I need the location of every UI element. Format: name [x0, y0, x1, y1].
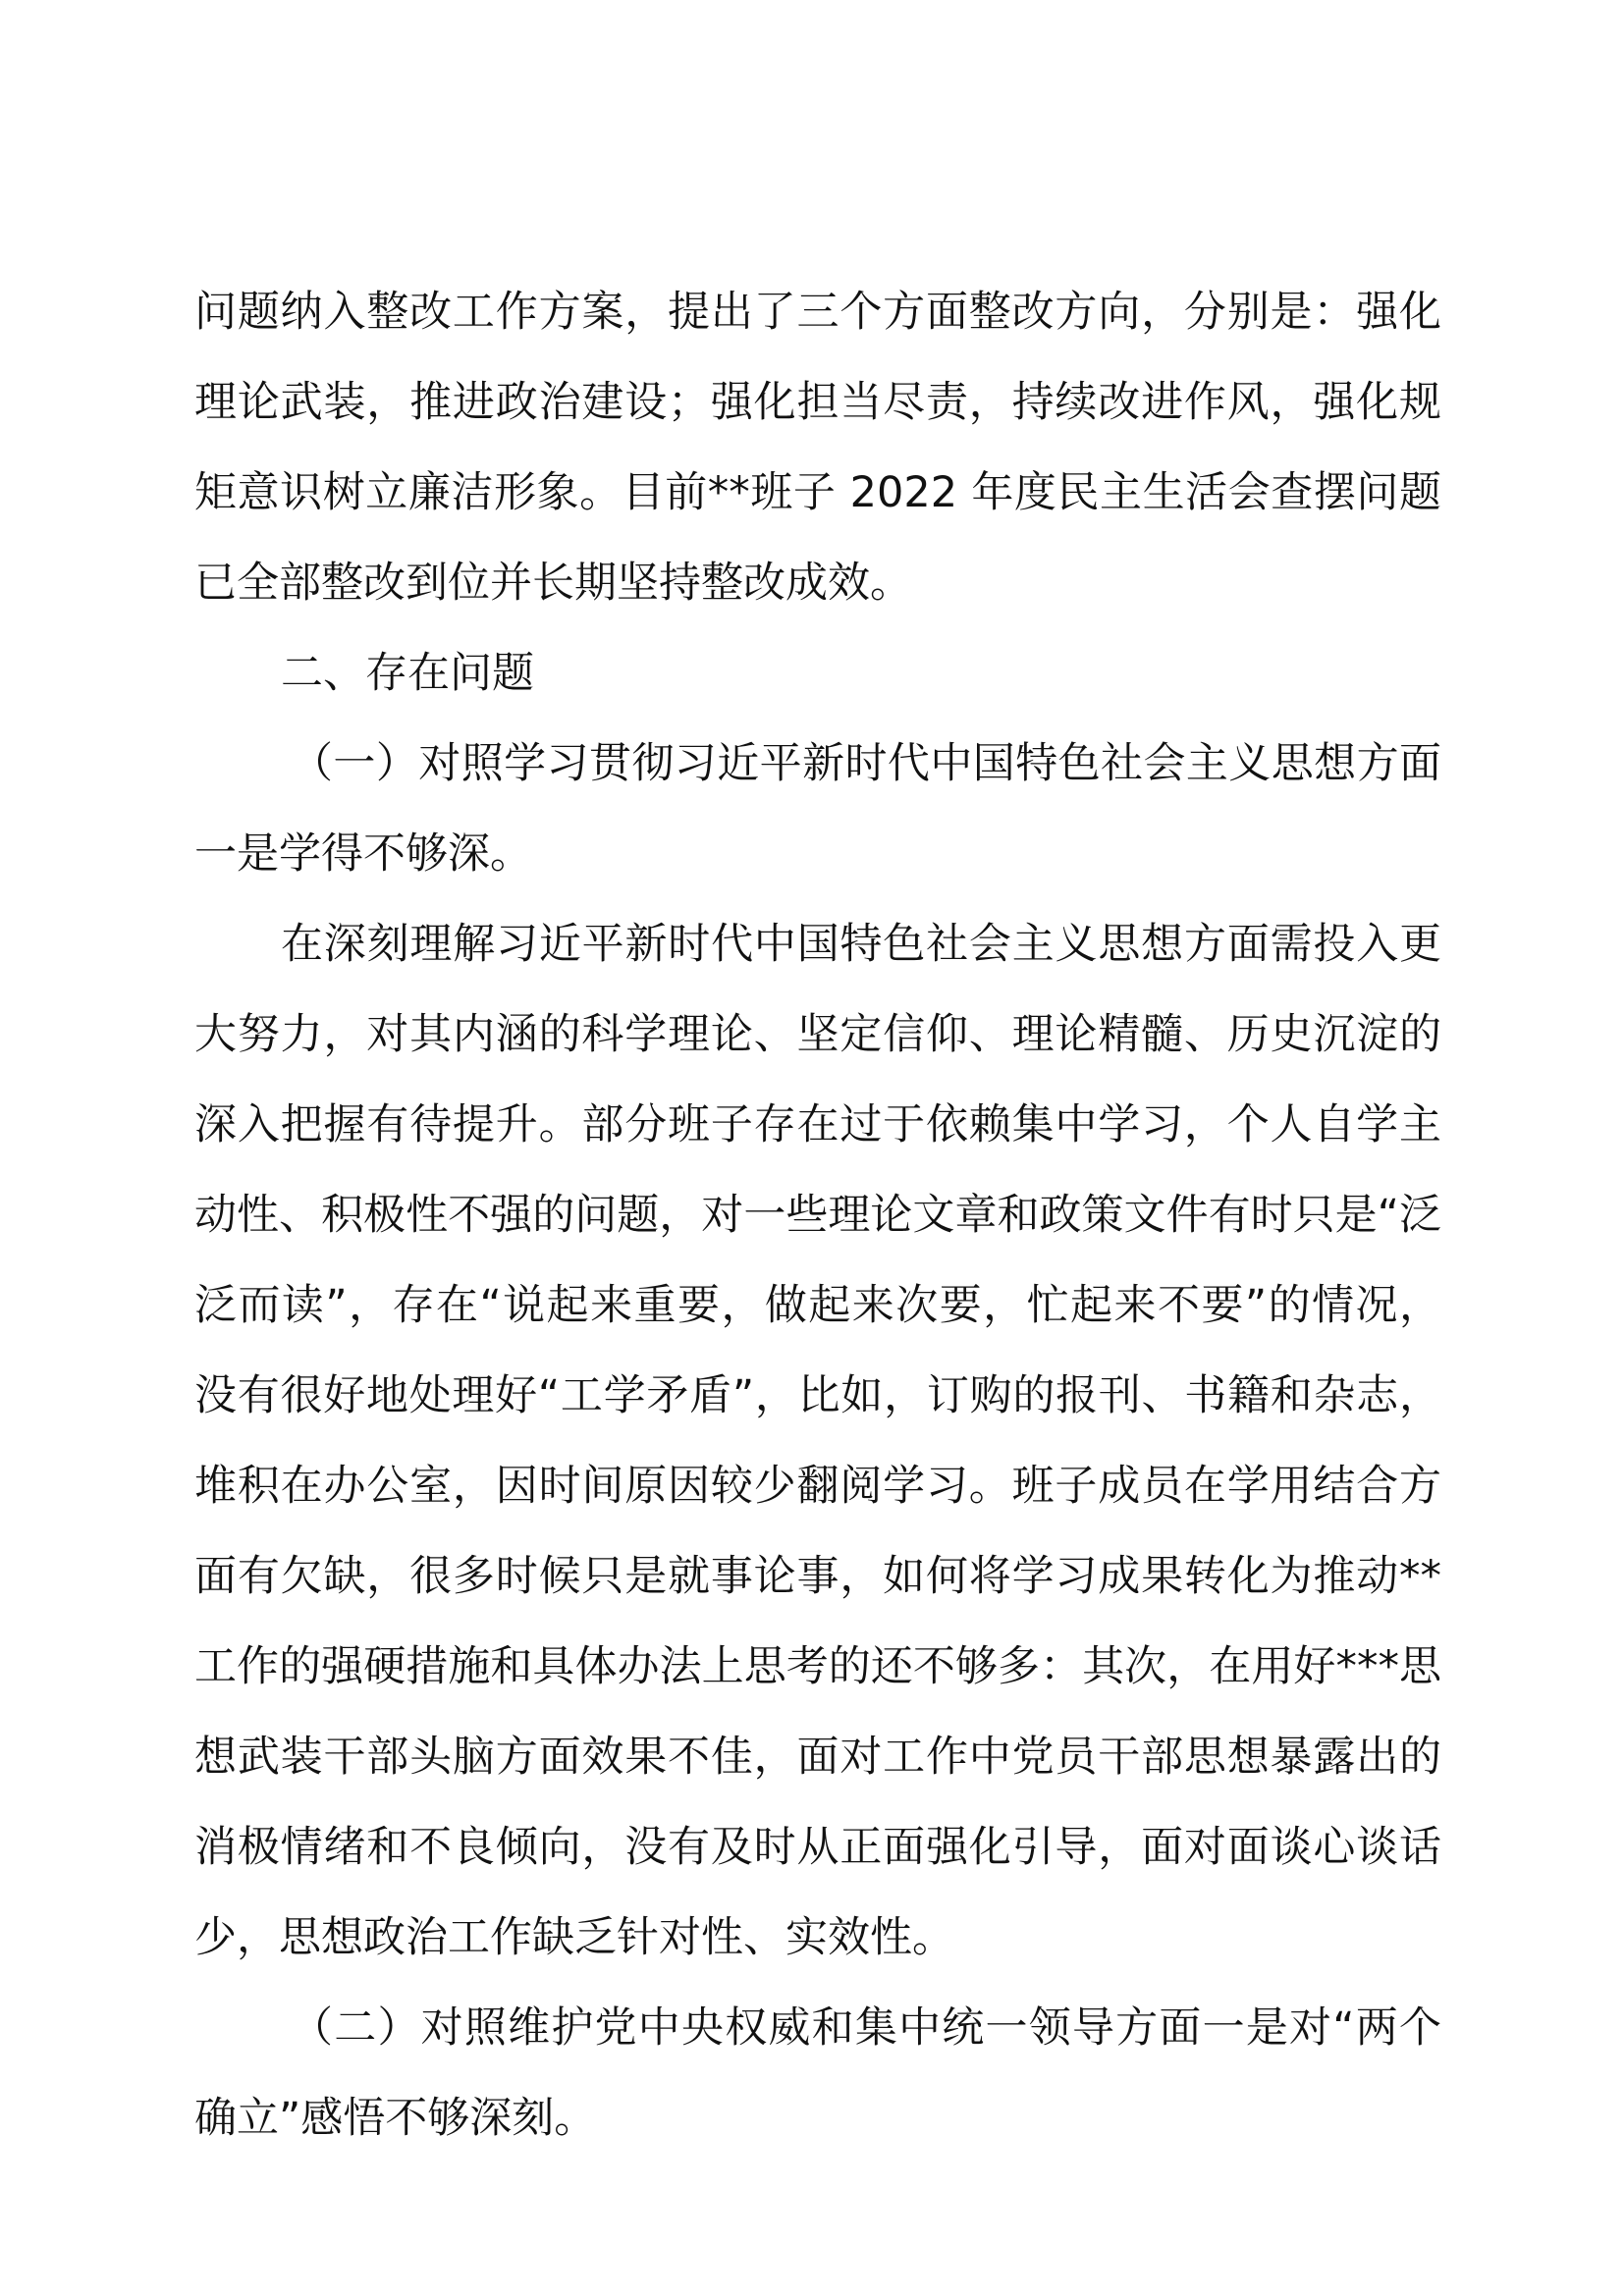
sub-heading-two: （二）对照维护党中央权威和集中统一领导方面一是对“两个确立”感悟不够深刻。 [194, 2003, 1441, 2143]
document-body [194, 267, 1441, 2163]
paragraph-continuation: 问题纳入整改工作方案，提出了三个方面整改方向，分别是：强化理论武装，推进政治建设；强化担当尽责，持续改进作风，强化规矩意识树立廉洁形象。目前**班子 2022 年度民主生活会查摆问题已全部整改到位并长期坚持整改成效。 [194, 288, 1441, 608]
paragraph-body: 在深刻理解习近平新时代中国特色社会主义思想方面需投入更大努力，对其内涵的科学理论、坚定信仰、理论精髓、历史沉淀的深入把握有待提升。部分班子存在过于依赖集中学习，个人自学主动性、积极性不强的问题，对一些理论文章和政策文件有时只是“泛泛而读”，存在“说起来重要，做起来次要，忙起来不要”的情况，没有很好地处理好“工学矛盾”，比如，订购的报刊、书籍和杂志，堆积在办公室，因时间原因较少翻阅学习。班子成员在学用结合方面有欠缺，很多时候只是就事论事，如何将学习成果转化为推动**工作的强硬措施和具体办法上思考的还不够多：其次，在用好***思想武装干部头脑方面效果不佳，面对工作中党员干部思想暴露出的消极情绪和不良倾向，没有及时从正面强化引导，面对面谈心谈话少，思想政治工作缺乏针对性、实效性。 [194, 920, 1441, 1962]
sub-heading-one: （一）对照学习贯彻习近平新时代中国特色社会主义思想方面一是学得不够深。 [194, 739, 1441, 879]
section-heading-existing-problems: 二、存在问题 [281, 649, 534, 698]
